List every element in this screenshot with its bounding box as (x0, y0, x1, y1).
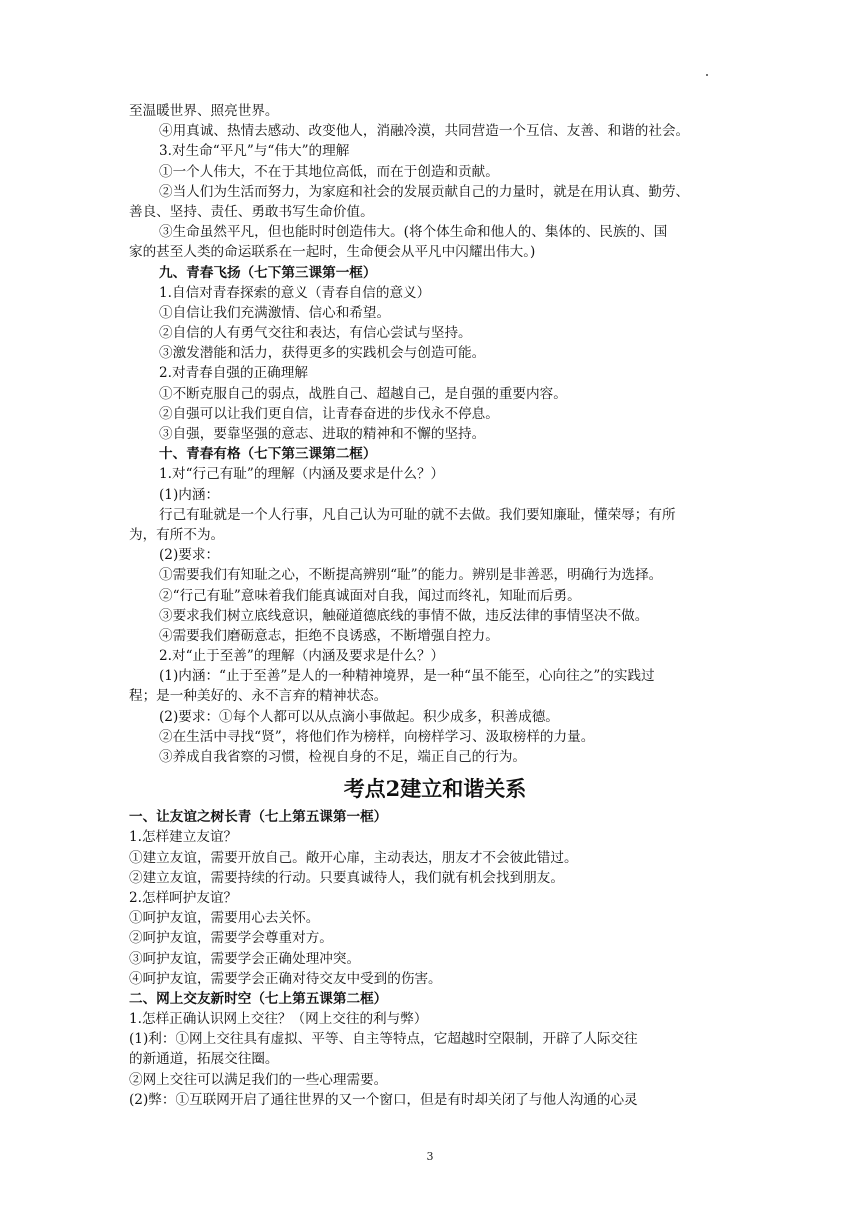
text-line: 的新通道，拓展交往圈。 (129, 1051, 279, 1068)
text-line: 3.对生命“平凡”与“伟大”的理解 (159, 143, 350, 160)
section-heading: 九、青春飞扬（七下第三课第一框） (159, 264, 377, 281)
text-line: 1.对“行己有耻”的理解（内涵及要求是什么？） (159, 466, 445, 483)
text-line: ②自信的人有勇气交往和表达，有信心尝试与坚持。 (159, 325, 472, 342)
text-line: ③养成自我省察的习惯，检视自身的不足，端正自己的行为。 (159, 749, 527, 765)
text-line: (2)弊：①互联网开启了通往世界的又一个窗口，但是有时却关闭了与他人沟通的心灵 (129, 1091, 638, 1108)
text-line: 2.对“止于至善”的理解（内涵及要求是什么？） (159, 648, 445, 665)
text-line: 善良、坚持、责任、勇敢书写生命价值。 (129, 203, 374, 220)
text-line: 家的甚至人类的命运联系在一起时，生命便会从平凡中闪耀出伟大。) (129, 244, 536, 261)
text-line: ②自强可以让我们更自信，让青春奋进的步伐永不停息。 (159, 405, 499, 422)
text-line: ②网上交往可以满足我们的一些心理需要。 (129, 1071, 388, 1088)
text-line: ④用真诚、热情去感动、改变他人，消融冷漠，共同营造一个互信、友善、和谐的社会。 (159, 123, 690, 140)
text-line: ②在生活中寻找“贤”，将他们作为榜样，向榜样学习、汲取榜样的力量。 (159, 728, 595, 745)
text-line: (1)内涵：“止于至善”是人的一种精神境界，是一种“虽不能至，心向往之”的实践过 (159, 668, 655, 685)
text-line: 行己有耻就是一个人行事，凡自己认为可耻的就不去做。我们要知廉耻，懂荣辱；有所 (159, 506, 676, 523)
text-line: ①自信让我们充满激情、信心和希望。 (159, 304, 391, 321)
text-line: ②“行己有耻”意味着我们能真诚面对自我，闻过而终礼，知耻而后勇。 (159, 587, 581, 604)
text-line: ③自强，要靠坚强的意志、进取的精神和不懈的坚持。 (159, 426, 486, 442)
text-line: 1.自信对青春探索的意义（青春自信的意义） (159, 284, 431, 301)
text-line: ③要求我们树立底线意识，触碰道德底线的事情不做，违反法律的事情坚决不做。 (159, 607, 649, 624)
page-number: 3 (426, 1150, 434, 1163)
text-line: 至温暖世界、照亮世界。 (129, 103, 279, 119)
text-line: ④呵护友谊，需要学会正确对待交友中受到的伤害。 (129, 970, 442, 987)
section-heading: 十、青春有格（七下第三课第二框） (159, 446, 377, 463)
text-line: ③呵护友谊，需要学会正确处理冲突。 (129, 950, 361, 967)
text-line: (2)要求： (159, 547, 220, 564)
text-line: ①建立友谊，需要开放自己。敞开心扉，主动表达，朋友才不会彼此错过。 (129, 849, 578, 866)
document-body (129, 101, 741, 1110)
text-line: 2.对青春自强的正确理解 (159, 365, 308, 382)
text-line: (2)要求：①每个人都可以从点滴小事做起。积少成多，积善成德。 (159, 708, 559, 725)
text-line: 程；是一种美好的、永不言弃的精神状态。 (129, 688, 388, 705)
text-line: ①一个人伟大，不在于其地位高低，而在于创造和贡献。 (159, 163, 499, 180)
text-line: ③激发潜能和活力，获得更多的实践机会与创造可能。 (159, 345, 486, 362)
text-line: 1.怎样建立友谊？ (129, 829, 238, 846)
text-line: ②当人们为生活而努力，为家庭和社会的发展贡献自己的力量时，就是在用认真、勤劳、 (159, 183, 690, 200)
text-line: 2.怎样呵护友谊？ (129, 889, 238, 906)
text-line: 1.怎样正确认识网上交往？（网上交往的利与弊） (129, 1011, 428, 1028)
section-title: 考点2建立和谐关系 (343, 776, 527, 802)
header-dot (706, 74, 708, 76)
section-heading: 一、让友谊之树长青（七上第五课第一框） (129, 809, 388, 826)
text-line: ③生命虽然平凡，但也能时时创造伟大。(将个体生命和他人的、集体的、民族的、国 (159, 224, 668, 241)
text-line: ①不断克服自己的弱点，战胜自己、超越自己，是自强的重要内容。 (159, 385, 567, 402)
text-line: 为，有所不为。 (129, 526, 225, 543)
text-line: (1)内涵： (159, 486, 220, 503)
text-line: ①需要我们有知耻之心，不断提高辨别“耻”的能力。辨别是非善恶，明确行为选择。 (159, 567, 663, 584)
section-heading: 二、网上交友新时空（七上第五课第二框） (129, 990, 388, 1007)
text-line: ②建立友谊，需要持续的行动。只要真诚待人，我们就有机会找到朋友。 (129, 869, 564, 886)
text-line: ①呵护友谊，需要用心去关怀。 (129, 910, 320, 927)
text-line: ④需要我们磨砺意志，拒绝不良诱惑，不断增强自控力。 (159, 627, 499, 644)
text-line: ②呵护友谊，需要学会尊重对方。 (129, 930, 333, 947)
text-line: (1)利：①网上交往具有虚拟、平等、自主等特点，它超越时空限制，开辟了人际交往 (129, 1031, 638, 1048)
